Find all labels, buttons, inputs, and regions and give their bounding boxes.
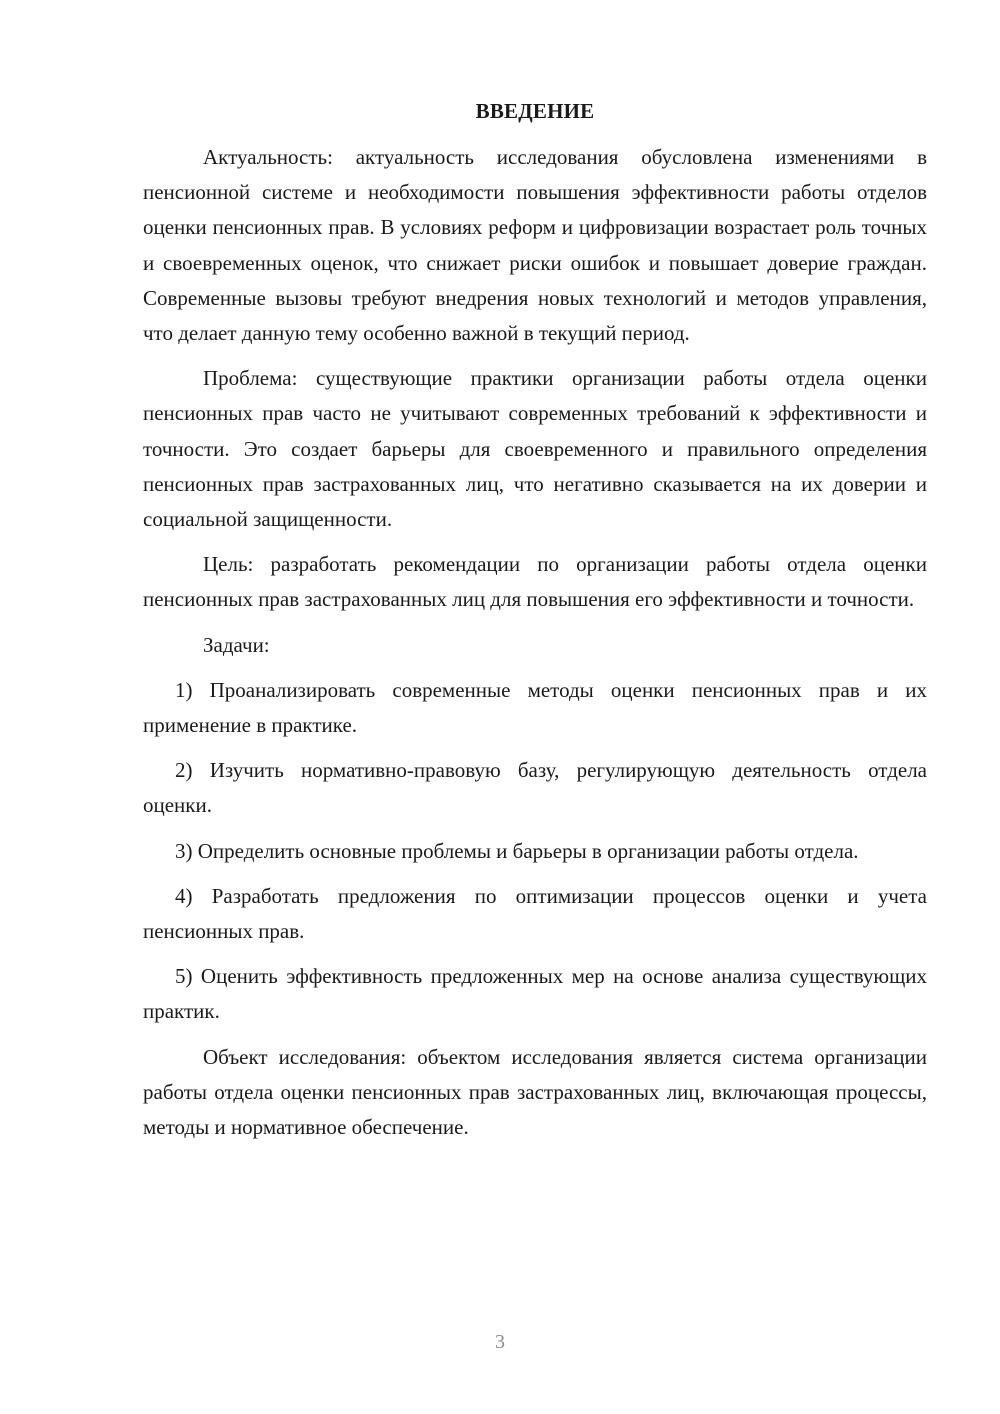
object-paragraph: Объект исследования: объектом исследования является система организации работы отдела оценки пенсионных прав застрахованных лиц, включающая процессы, методы и нормативное обеспечение. (143, 1044, 927, 1140)
tasks-heading: Задачи: (203, 632, 270, 657)
page-number: 3 (495, 1331, 505, 1353)
task-item: 4) Разработать предложения по оптимизации процессов оценки и учета пенсионных прав. (143, 883, 927, 944)
relevance-paragraph: Актуальность: актуальность исследования обусловлена изменениями в пенсионной системе и необходимости повышения эффективности работы отделов оценки пенсионных прав. В условиях реформ и цифровизации возрастает роль точных и своевременных оценок, что снижает риски ошибок и повышает доверие граждан. Современные вызовы требуют внедрения новых технологий и методов управления, что делает данную тему особенно важной в текущий период. (143, 145, 927, 346)
page-content (143, 94, 927, 1155)
task-item: 3) Определить основные проблемы и барьеры в организации работы отдела. (175, 838, 859, 863)
section-title: ВВЕДЕНИЕ (475, 99, 595, 123)
problem-paragraph: Проблема: существующие практики организации работы отдела оценки пенсионных прав часто не учитывают современных требований к эффективности и точности. Это создает барьеры для своевременного и правильного определения пенсионных прав застрахованных лиц, что негативно сказывается на их доверии и социальной защищенности. (143, 366, 927, 532)
task-item: 5) Оценить эффективность предложенных мер на основе анализа существующих практик. (143, 964, 927, 1024)
task-item: 2) Изучить нормативно-правовую базу, регулирующую деятельность отдела оценки. (143, 758, 927, 818)
goal-paragraph: Цель: разработать рекомендации по организации работы отдела оценки пенсионных прав застрахованных лиц для повышения его эффективности и точности. (143, 552, 927, 612)
task-item: 1) Проанализировать современные методы оценки пенсионных прав и их применение в практике. (143, 677, 927, 738)
